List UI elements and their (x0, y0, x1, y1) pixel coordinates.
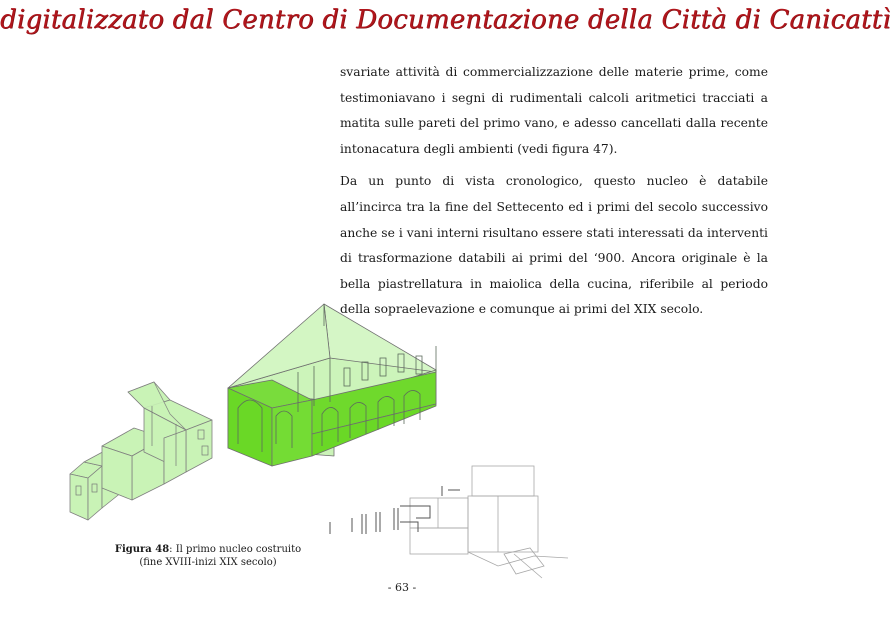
caption-line-2: (fine XVIII-inizi XIX secolo) (139, 557, 277, 568)
caption-line-1-text: : Il primo nucleo costruito (169, 544, 302, 555)
figure-caption (110, 543, 306, 569)
paragraph-1: svariate attività di commercializzazione delle materie prime, come testimoniavano i segni di rudimentali calcoli aritmetici tracciati a matita sulle pareti del primo vano, e adesso cancellati dalla recente intonacatura degli ambienti (vedi figura 47). (340, 65, 768, 156)
floor-plan-illustration (318, 462, 578, 582)
paragraph-2: Da un punto di vista cronologico, questo nucleo è databile all’incirca tra la fine del Settecento ed i primi del secolo successivo anche se i vani interni risultano essere stati interessati da interventi di trasformazione databili ai primi del ‘900. Ancora originale è la bella piastrellatura in maiolica della cucina, riferibile al periodo della sopraelevazione e comunque ai primi del XIX secolo. (340, 174, 768, 317)
body-text (340, 60, 768, 323)
page-number: - 63 - (387, 581, 417, 594)
header-banner: digitalizzato dal Centro di Documentazione della Città di Canicattì (0, 5, 891, 35)
caption-line-1 (110, 543, 306, 556)
caption-label: Figura 48 (114, 544, 170, 555)
